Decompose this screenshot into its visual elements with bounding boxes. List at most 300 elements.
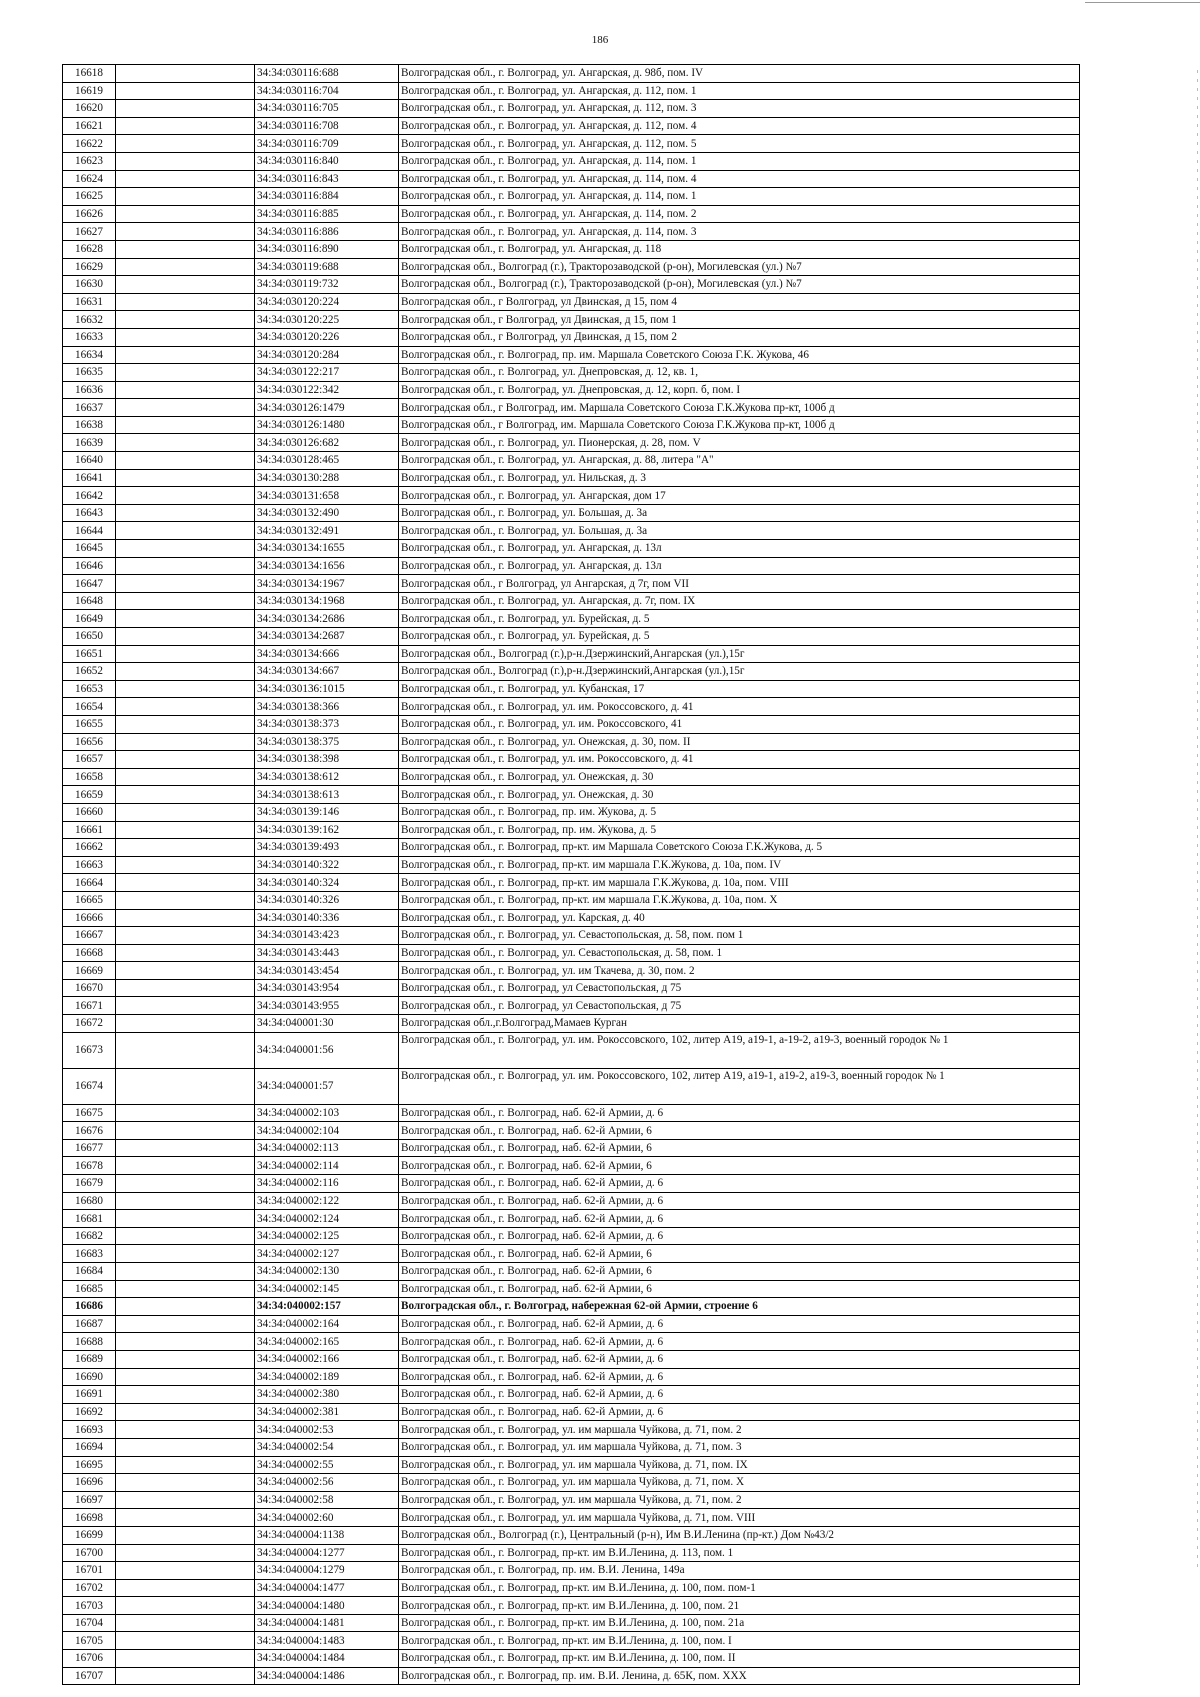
cadastral-number: 34:34:040002:145 [255,1280,399,1298]
cadastral-number: 34:34:040004:1279 [255,1562,399,1580]
cadastral-number: 34:34:030132:491 [255,522,399,540]
table-row [63,751,1080,769]
empty-cell [116,540,255,558]
empty-cell [116,1298,255,1316]
empty-cell [116,1456,255,1474]
row-number: 16689 [63,1350,116,1368]
row-number: 16670 [63,979,116,997]
cadastral-number: 34:34:040002:165 [255,1333,399,1351]
table-row [63,1175,1080,1193]
cadastral-number: 34:34:030134:666 [255,645,399,663]
cadastral-number: 34:34:040002:58 [255,1491,399,1509]
row-number: 16628 [63,240,116,258]
row-number: 16639 [63,434,116,452]
empty-cell [116,1315,255,1333]
table-row [63,240,1080,258]
row-number: 16651 [63,645,116,663]
cadastral-number: 34:34:040004:1477 [255,1579,399,1597]
table-row [63,1579,1080,1597]
row-number: 16627 [63,223,116,241]
row-number: 16647 [63,575,116,593]
cadastral-number: 34:34:030138:398 [255,751,399,769]
cadastral-number: 34:34:040004:1484 [255,1650,399,1668]
address: Волгоградская обл., г. Волгоград, наб. 62-й Армии, 6 [399,1245,1080,1263]
registry-table [62,64,1080,1685]
address: Волгоградская обл., г. Волгоград, ул. Ангарская, д. 88, литера "А" [399,452,1080,470]
row-number: 16632 [63,311,116,329]
row-number: 16687 [63,1315,116,1333]
row-number: 16636 [63,381,116,399]
table-row [63,1263,1080,1281]
address: Волгоградская обл., г. Волгоград, наб. 62-й Армии, д. 6 [399,1386,1080,1404]
address: Волгоградская обл., г. Волгоград, пр. им. Маршала Советского Союза Г.К. Жукова, 46 [399,346,1080,364]
row-number: 16667 [63,927,116,945]
row-number: 16642 [63,487,116,505]
address: Волгоградская обл., г Волгоград, им. Маршала Советского Союза Г.К.Жукова пр-кт, 100б д [399,399,1080,417]
address: Волгоградская обл., г. Волгоград, наб. 62-й Армии, 6 [399,1263,1080,1281]
empty-cell [116,240,255,258]
row-number: 16650 [63,628,116,646]
address: Волгоградская обл., г. Волгоград, ул. Большая, д. 3а [399,504,1080,522]
cadastral-number: 34:34:030134:667 [255,663,399,681]
cadastral-number: 34:34:030120:226 [255,328,399,346]
cadastral-number: 34:34:040001:56 [255,1032,399,1068]
cadastral-number: 34:34:040004:1486 [255,1667,399,1685]
table-row [63,293,1080,311]
cadastral-number: 34:34:030116:709 [255,135,399,153]
table-row [63,452,1080,470]
empty-cell [116,715,255,733]
cadastral-number: 34:34:040002:54 [255,1438,399,1456]
table-row [63,1438,1080,1456]
table-row [63,364,1080,382]
cadastral-number: 34:34:030143:954 [255,979,399,997]
empty-cell [116,117,255,135]
empty-cell [116,1032,255,1068]
table-row [63,258,1080,276]
address: Волгоградская обл., г Волгоград, ул Двинская, д 15, пом 1 [399,311,1080,329]
row-number: 16622 [63,135,116,153]
table-row [63,1157,1080,1175]
empty-cell [116,223,255,241]
cadastral-number: 34:34:030143:454 [255,962,399,980]
address: Волгоградская обл., г. Волгоград, ул. Ангарская, д. 112, пом. 5 [399,135,1080,153]
address: Волгоградская обл., г. Волгоград, ул. Большая, д. 3а [399,522,1080,540]
cadastral-number: 34:34:030134:1655 [255,540,399,558]
address: Волгоградская обл., г. Волгоград, ул. им. Рокоссовского, д. 41 [399,698,1080,716]
table-row [63,1632,1080,1650]
table-row [63,1210,1080,1228]
empty-cell [116,381,255,399]
row-number: 16620 [63,100,116,118]
row-number: 16654 [63,698,116,716]
address: Волгоградская обл., г. Волгоград, ул. Севастопольская, д. 58, пом. 1 [399,944,1080,962]
empty-cell [116,135,255,153]
empty-cell [116,1368,255,1386]
table-row [63,979,1080,997]
row-number: 16626 [63,205,116,223]
address: Волгоградская обл., г. Волгоград, ул. Ангарская, д. 13л [399,540,1080,558]
table-row [63,1526,1080,1544]
cadastral-number: 34:34:030134:2686 [255,610,399,628]
address: Волгоградская обл., г. Волгоград, ул. Ангарская, д. 112, пом. 3 [399,100,1080,118]
table-row [63,223,1080,241]
address: Волгоградская обл., г. Волгоград, ул. Кубанская, 17 [399,680,1080,698]
address: Волгоградская обл., г. Волгоград, наб. 62-й Армии, 6 [399,1280,1080,1298]
row-number: 16679 [63,1175,116,1193]
row-number: 16672 [63,1015,116,1033]
row-number: 16676 [63,1122,116,1140]
empty-cell [116,1104,255,1122]
address: Волгоградская обл., Волгоград (г.), Тракторозаводской (р-он), Могилевская (ул.) №7 [399,258,1080,276]
table-row [63,927,1080,945]
row-number: 16706 [63,1650,116,1668]
table-row [63,1509,1080,1527]
page-number: 186 [591,34,609,46]
address: Волгоградская обл., г. Волгоград, наб. 62-й Армии, д. 6 [399,1104,1080,1122]
row-number: 16696 [63,1474,116,1492]
empty-cell [116,768,255,786]
table-row [63,82,1080,100]
table-row [63,152,1080,170]
cadastral-number: 34:34:030120:284 [255,346,399,364]
table-row [63,874,1080,892]
table-row [63,909,1080,927]
address: Волгоградская обл., г. Волгоград, ул. Ангарская, д. 114, пом. 1 [399,152,1080,170]
row-number: 16644 [63,522,116,540]
cadastral-number: 34:34:040004:1483 [255,1632,399,1650]
empty-cell [116,1068,255,1104]
address: Волгоградская обл., г. Волгоград, пр-кт. им В.И.Ленина, д. 100, пом. II [399,1650,1080,1668]
address: Волгоградская обл., г. Волгоград, наб. 62-й Армии, д. 6 [399,1227,1080,1245]
empty-cell [116,663,255,681]
row-number: 16666 [63,909,116,927]
table-row [63,733,1080,751]
row-number: 16660 [63,803,116,821]
table-row [63,522,1080,540]
row-number: 16668 [63,944,116,962]
row-number: 16634 [63,346,116,364]
empty-cell [116,1245,255,1263]
row-number: 16686 [63,1298,116,1316]
row-number: 16655 [63,715,116,733]
empty-cell [116,1597,255,1615]
cadastral-number: 34:34:040004:1480 [255,1597,399,1615]
empty-cell [116,1175,255,1193]
cadastral-number: 34:34:040004:1277 [255,1544,399,1562]
empty-cell [116,1280,255,1298]
row-number: 16645 [63,540,116,558]
cadastral-number: 34:34:040002:380 [255,1386,399,1404]
row-number: 16692 [63,1403,116,1421]
row-number: 16680 [63,1192,116,1210]
row-number: 16698 [63,1509,116,1527]
row-number: 16630 [63,276,116,294]
cadastral-number: 34:34:030139:493 [255,839,399,857]
address: Волгоградская обл., г. Волгоград, пр-кт. им В.И.Ленина, д. 100, пом. I [399,1632,1080,1650]
empty-cell [116,205,255,223]
address: Волгоградская обл., г. Волгоград, ул. Нильская, д. 3 [399,469,1080,487]
table-row [63,856,1080,874]
cadastral-number: 34:34:040002:56 [255,1474,399,1492]
row-number: 16662 [63,839,116,857]
table-row [63,645,1080,663]
table-row [63,557,1080,575]
empty-cell [116,1632,255,1650]
table-row [63,698,1080,716]
cadastral-number: 34:34:030134:1656 [255,557,399,575]
row-number: 16677 [63,1139,116,1157]
empty-cell [116,645,255,663]
address: Волгоградская обл., г. Волгоград, ул. им. Рокоссовского, д. 41 [399,751,1080,769]
cadastral-number: 34:34:040001:57 [255,1068,399,1104]
table-row [63,1562,1080,1580]
cadastral-number: 34:34:030122:217 [255,364,399,382]
empty-cell [116,522,255,540]
cadastral-number: 34:34:030116:843 [255,170,399,188]
address: Волгоградская обл., г. Волгоград, ул Севастопольская, д 75 [399,997,1080,1015]
row-number: 16703 [63,1597,116,1615]
table-row [63,1386,1080,1404]
cadastral-number: 34:34:030134:1967 [255,575,399,593]
empty-cell [116,821,255,839]
address: Волгоградская обл., г. Волгоград, ул. Онежская, д. 30, пом. II [399,733,1080,751]
table-row [63,1614,1080,1632]
table-row [63,839,1080,857]
address: Волгоградская обл., г. Волгоград, ул. им Ткачева, д. 30, пом. 2 [399,962,1080,980]
empty-cell [116,504,255,522]
address: Волгоградская обл., г. Волгоград, пр. им. Жукова, д. 5 [399,803,1080,821]
empty-cell [116,276,255,294]
empty-cell [116,452,255,470]
empty-cell [116,628,255,646]
cadastral-number: 34:34:030140:324 [255,874,399,892]
table-row [63,1015,1080,1033]
empty-cell [116,434,255,452]
address: Волгоградская обл., г. Волгоград, ул. им маршала Чуйкова, д. 71, пом. 2 [399,1421,1080,1439]
row-number: 16674 [63,1068,116,1104]
address: Волгоградская обл., г. Волгоград, ул Севастопольская, д 75 [399,979,1080,997]
address: Волгоградская обл., г. Волгоград, наб. 62-й Армии, д. 6 [399,1210,1080,1228]
empty-cell [116,1667,255,1685]
table-row [63,786,1080,804]
cadastral-number: 34:34:030119:732 [255,276,399,294]
address: Волгоградская обл., г. Волгоград, пр. им. В.И. Ленина, д. 65К, пом. XXX [399,1667,1080,1685]
table-row [63,540,1080,558]
cadastral-number: 34:34:040004:1138 [255,1526,399,1544]
empty-cell [116,786,255,804]
address: Волгоградская обл., г. Волгоград, наб. 62-й Армии, д. 6 [399,1192,1080,1210]
row-number: 16643 [63,504,116,522]
empty-cell [116,100,255,118]
empty-cell [116,1614,255,1632]
address: Волгоградская обл., г Волгоград, ул Двинская, д 15, пом 4 [399,293,1080,311]
table-row [63,821,1080,839]
cadastral-number: 34:34:030138:612 [255,768,399,786]
address: Волгоградская обл., г. Волгоград, ул. Пионерская, д. 28, пом. V [399,434,1080,452]
address: Волгоградская обл., Волгоград (г.), Центральный (р-н), Им В.И.Ленина (пр-кт.) Дом №43/2 [399,1526,1080,1544]
row-number: 16688 [63,1333,116,1351]
cadastral-number: 34:34:030126:1480 [255,416,399,434]
empty-cell [116,733,255,751]
cadastral-number: 34:34:030126:1479 [255,399,399,417]
cadastral-number: 34:34:030116:886 [255,223,399,241]
address: Волгоградская обл., г. Волгоград, пр-кт. им В.И.Ленина, д. 100, пом. пом-1 [399,1579,1080,1597]
empty-cell [116,856,255,874]
row-number: 16704 [63,1614,116,1632]
table-row [63,997,1080,1015]
cadastral-number: 34:34:040001:30 [255,1015,399,1033]
cadastral-number: 34:34:030116:890 [255,240,399,258]
table-row [63,1192,1080,1210]
row-number: 16658 [63,768,116,786]
cadastral-number: 34:34:030128:465 [255,452,399,470]
empty-cell [116,416,255,434]
empty-cell [116,1227,255,1245]
address: Волгоградская обл., г. Волгоград, ул. Ангарская, д. 112, пом. 1 [399,82,1080,100]
cadastral-number: 34:34:040002:125 [255,1227,399,1245]
empty-cell [116,311,255,329]
table-row [63,1368,1080,1386]
table-row [63,381,1080,399]
table-row [63,962,1080,980]
address: Волгоградская обл., г. Волгоград, наб. 62-й Армии, 6 [399,1122,1080,1140]
address: Волгоградская обл., г. Волгоград, ул. Ангарская, д. 114, пом. 3 [399,223,1080,241]
row-number: 16659 [63,786,116,804]
address: Волгоградская обл.,г.Волгоград,Мамаев Курган [399,1015,1080,1033]
empty-cell [116,927,255,945]
cadastral-number: 34:34:040002:164 [255,1315,399,1333]
empty-cell [116,328,255,346]
address: Волгоградская обл., г. Волгоград, наб. 62-й Армии, д. 6 [399,1368,1080,1386]
row-number: 16683 [63,1245,116,1263]
cadastral-number: 34:34:040004:1481 [255,1614,399,1632]
empty-cell [116,65,255,83]
cadastral-number: 34:34:040002:53 [255,1421,399,1439]
empty-cell [116,188,255,206]
address: Волгоградская обл., г. Волгоград, пр-кт. им В.И.Ленина, д. 113, пом. 1 [399,1544,1080,1562]
row-number: 16652 [63,663,116,681]
cadastral-number: 34:34:030139:162 [255,821,399,839]
address: Волгоградская обл., г. Волгоград, ул. Ангарская, д. 114, пом. 1 [399,188,1080,206]
address: Волгоградская обл., г. Волгоград, пр-кт. им Маршала Советского Союза Г.К.Жукова, д. 5 [399,839,1080,857]
cadastral-number: 34:34:040002:381 [255,1403,399,1421]
row-number: 16693 [63,1421,116,1439]
empty-cell [116,399,255,417]
address: Волгоградская обл., г. Волгоград, ул. Ангарская, д. 114, пом. 2 [399,205,1080,223]
cadastral-number: 34:34:030140:326 [255,891,399,909]
address: Волгоградская обл., г. Волгоград, ул. им. Рокоссовского, 102, литер А19, а19-1, а-19-2, а19-3, военный городок № 1 [399,1032,1080,1068]
table-row [63,469,1080,487]
table-row [63,504,1080,522]
address: Волгоградская обл., г. Волгоград, пр-кт. им В.И.Ленина, д. 100, пом. 21 [399,1597,1080,1615]
table-row [63,1298,1080,1316]
row-number: 16649 [63,610,116,628]
cadastral-number: 34:34:040002:114 [255,1157,399,1175]
address: Волгоградская обл., г. Волгоград, ул. Онежская, д. 30 [399,786,1080,804]
table-row [63,276,1080,294]
table-row [63,434,1080,452]
row-number: 16637 [63,399,116,417]
empty-cell [116,1650,255,1668]
address: Волгоградская обл., г. Волгоград, ул. Ангарская, д. 112, пом. 4 [399,117,1080,135]
address: Волгоградская обл., г. Волгоград, набережная 62-ой Армии, строение 6 [399,1298,1080,1316]
address: Волгоградская обл., г. Волгоград, пр-кт. им маршала Г.К.Жукова, д. 10а, пом. X [399,891,1080,909]
cadastral-number: 34:34:030116:884 [255,188,399,206]
cadastral-number: 34:34:030116:704 [255,82,399,100]
address: Волгоградская обл., г. Волгоград, наб. 62-й Армии, д. 6 [399,1403,1080,1421]
cadastral-number: 34:34:030140:322 [255,856,399,874]
cadastral-number: 34:34:030130:288 [255,469,399,487]
table-row [63,1122,1080,1140]
cadastral-number: 34:34:030126:682 [255,434,399,452]
row-number: 16701 [63,1562,116,1580]
empty-cell [116,962,255,980]
row-number: 16648 [63,592,116,610]
table-row [63,663,1080,681]
cadastral-number: 34:34:040002:113 [255,1139,399,1157]
empty-cell [116,891,255,909]
empty-cell [116,293,255,311]
empty-cell [116,909,255,927]
row-number: 16665 [63,891,116,909]
empty-cell [116,944,255,962]
cadastral-number: 34:34:030116:885 [255,205,399,223]
empty-cell [116,346,255,364]
cadastral-number: 34:34:030143:443 [255,944,399,962]
registry-body [63,65,1080,1685]
empty-cell [116,82,255,100]
row-number: 16631 [63,293,116,311]
scan-artifact-edge [1197,70,1198,1570]
table-row [63,1068,1080,1104]
row-number: 16656 [63,733,116,751]
cadastral-number: 34:34:030134:2687 [255,628,399,646]
cadastral-number: 34:34:030116:840 [255,152,399,170]
empty-cell [116,1509,255,1527]
cadastral-number: 34:34:030116:705 [255,100,399,118]
row-number: 16619 [63,82,116,100]
cadastral-number: 34:34:040002:122 [255,1192,399,1210]
row-number: 16629 [63,258,116,276]
cadastral-number: 34:34:030134:1968 [255,592,399,610]
table-row [63,715,1080,733]
address: Волгоградская обл., г Волгоград, ул Двинская, д 15, пом 2 [399,328,1080,346]
table-row [63,1650,1080,1668]
empty-cell [116,258,255,276]
row-number: 16678 [63,1157,116,1175]
cadastral-number: 34:34:040002:60 [255,1509,399,1527]
table-row [63,205,1080,223]
table-row [63,575,1080,593]
cadastral-number: 34:34:040002:127 [255,1245,399,1263]
empty-cell [116,680,255,698]
cadastral-number: 34:34:030132:490 [255,504,399,522]
empty-cell [116,997,255,1015]
table-row [63,188,1080,206]
table-row [63,328,1080,346]
address: Волгоградская обл., г. Волгоград, пр-кт. им маршала Г.К.Жукова, д. 10а, пом. IV [399,856,1080,874]
address: Волгоградская обл., г. Волгоград, ул. им. Рокоссовского, 41 [399,715,1080,733]
row-number: 16690 [63,1368,116,1386]
empty-cell [116,1403,255,1421]
row-number: 16699 [63,1526,116,1544]
empty-cell [116,1192,255,1210]
address: Волгоградская обл., г. Волгоград, ул. Ангарская, д. 13л [399,557,1080,575]
row-number: 16661 [63,821,116,839]
table-row [63,399,1080,417]
empty-cell [116,610,255,628]
